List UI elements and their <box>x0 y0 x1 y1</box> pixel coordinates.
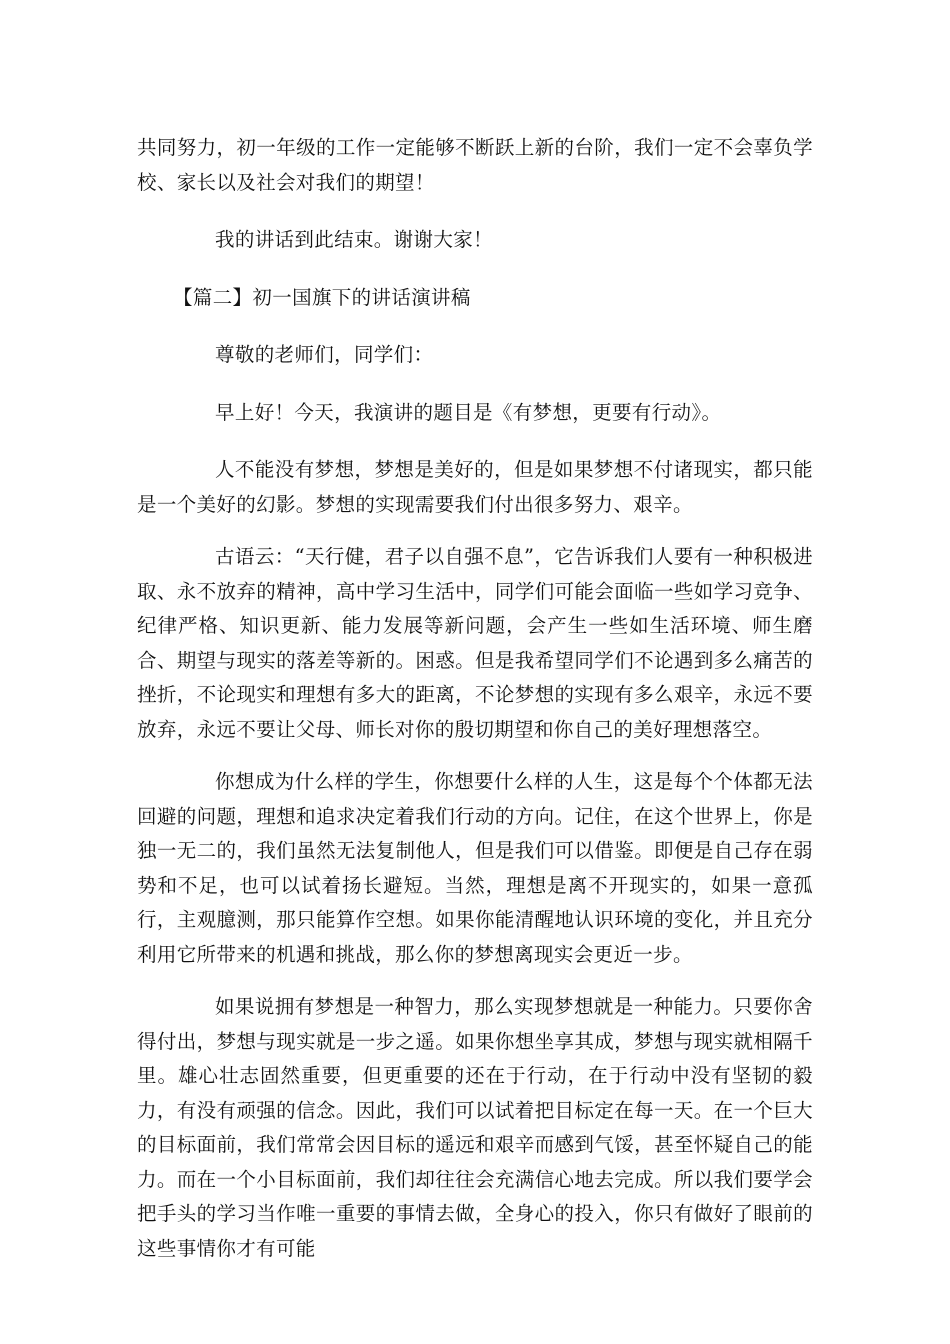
paragraph-greeting: 早上好！今天，我演讲的题目是《有梦想，更要有行动》。 <box>215 400 722 424</box>
paragraph-end-of-speech: 我的讲话到此结束。谢谢大家！ <box>215 228 493 251</box>
section-heading: 【篇二】初一国旗下的讲话演讲稿 <box>173 285 471 309</box>
paragraph-dreams: 人不能没有梦想，梦想是美好的，但是如果梦想不付诸现实，都只能是一个美好的幻影。梦想的实现需要我们付出很多努力、艰辛。 <box>137 458 813 516</box>
paragraph-dream-ability: 如果说拥有梦想是一种智力，那么实现梦想就是一种能力。只要你舍得付出，梦想与现实就是一步之遥。如果你想坐享其成，梦想与现实就相隔千里。雄心壮志固然重要，但更重要的还在于行动，在于行动中没有坚韧的毅力，有没有顽强的信念。因此，我们可以试着把目标定在每一天。在一个巨大的目标面前，我们常常会因目标的遥远和艰辛而感到气馁，甚至怀疑自己的能力。而在一个小目标面前，我们却往往会充满信心地去完成。所以我们要学会把手头的学习当作唯一重要的事情去做，全身心的投入，你只有做好了眼前的这些事情你才有可能 <box>137 995 813 1260</box>
salutation: 尊敬的老师们，同学们： <box>215 343 434 366</box>
document-body <box>137 131 813 1266</box>
paragraph-what-student: 你想成为什么样的学生，你想要什么样的人生，这是每个个体都无法回避的问题，理想和追求决定着我们行动的方向。记住，在这个世界上，你是独一无二的，我们虽然无法复制他人，但是我们可以借鉴。即便是自己存在弱势和不足，也可以试着扬长避短。当然，理想是离不开现实的，如果一意孤行，主观臆测，那只能算作空想。如果你能清醒地认识环境的变化，并且充分利用它所带来的机遇和挑战，那么你的梦想离现实会更近一步。 <box>137 770 813 966</box>
paragraph-ancient-saying: 古语云：“天行健，君子以自强不息”，它告诉我们人要有一种积极进取、永不放弃的精神，高中学习生活中，同学们可能会面临一些如学习竞争、纪律严格、知识更新、能力发展等新问题，会产生一些如生活环境、师生磨合、期望与现实的落差等新的。困惑。但是我希望同学们不论遇到多么痛苦的挫折，不论现实和理想有多大的距离，不论梦想的实现有多么艰辛，永远不要放弃，永远不要让父母、师长对你的殷切期望和你自己的美好理想落空。 <box>137 545 813 741</box>
paragraph-closing-continuation: 共同努力，初一年级的工作一定能够不断跃上新的台阶，我们一定不会辜负学校、家长以及社会对我们的期望！ <box>137 136 813 194</box>
